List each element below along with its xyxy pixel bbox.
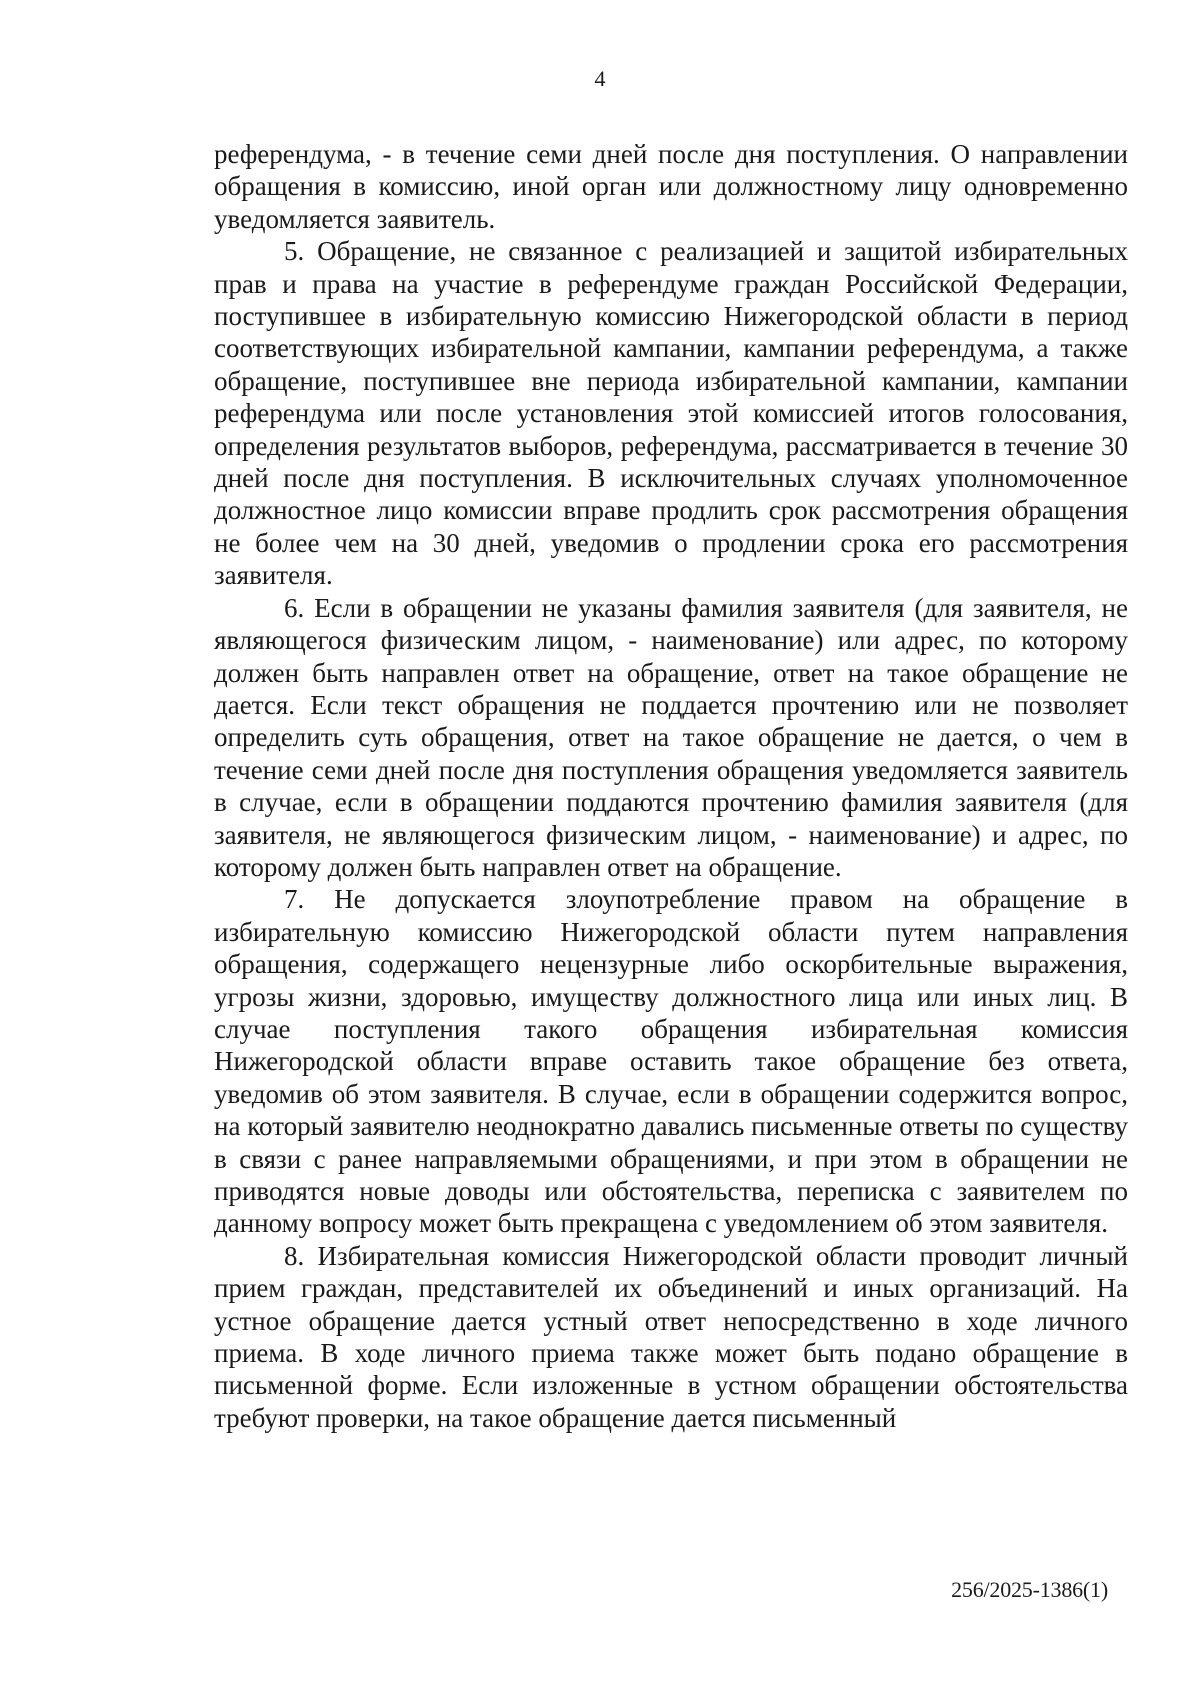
document-code: 256/2025-1386(1): [951, 1577, 1108, 1602]
paragraph-item-5: 5. Обращение, не связанное с реализацией и защитой избирательных прав и права на участие в референдуме граждан Российской Федерации, поступившее в избирательную комиссию Нижегородской области в период соответствующих избирательной кампании, кампании референдума, а также обращение, поступившее вне периода избирательной кампании, кампании референдума или после установления этой комиссией итогов голосования, определения результатов выборов, референдума, рассматривается в течение 30 дней после дня поступления. В исключительных случаях уполномоченное должностное лицо комиссии вправе продлить срок рассмотрения обращения не более чем на 30 дней, уведомив о продлении срока его рассмотрения заявителя.: [214, 236, 1128, 591]
paragraph-item-6: 6. Если в обращении не указаны фамилия заявителя (для заявителя, не являющегося физическим лицом, - наименование) или адрес, по которому должен быть направлен ответ на обращение, ответ на такое обращение не дается. Если текст обращения не поддается прочтению или не позволяет определить суть обращения, ответ на такое обращение не дается, о чем в течение семи дней после дня поступления обращения уведомляется заявитель в случае, если в обращении поддаются прочтению фамилия заявителя (для заявителя, не являющегося физическим лицом, - наименование) и адрес, по которому должен быть направлен ответ на обращение.: [214, 592, 1128, 882]
page-number: 4: [594, 66, 606, 91]
document-body: [214, 138, 1128, 1434]
paragraph-item-7: 7. Не допускается злоупотребление правом на обращение в избирательную комиссию Нижегородской области путем направления обращения, содержащего нецензурные либо оскорбительные выражения, угрозы жизни, здоровью, имуществу должностного лица или иных лиц. В случае поступления такого обращения избирательная комиссия Нижегородской области вправе оставить такое обращение без ответа, уведомив об этом заявителя. В случае, если в обращении содержится вопрос, на который заявителю неоднократно давались письменные ответы по существу в связи с ранее направляемыми обращениями, и при этом в обращении не приводятся новые доводы или обстоятельства, переписка с заявителем по данному вопросу может быть прекращена с уведомлением об этом заявителя.: [214, 884, 1128, 1239]
paragraph-item-8: 8. Избирательная комиссия Нижегородской области проводит личный прием граждан, представителей их объединений и иных организаций. На устное обращение дается устный ответ непосредственно в ходе личного приема. В ходе личного приема также может быть подано обращение в письменной форме. Если изложенные в устном обращении обстоятельства требуют проверки, на такое обращение дается письменный: [214, 1240, 1128, 1433]
paragraph-continuation: референдума, - в течение семи дней после дня поступления. О направлении обращения в комиссию, иной орган или должностному лицу одновременно уведомляется заявитель.: [214, 139, 1128, 234]
